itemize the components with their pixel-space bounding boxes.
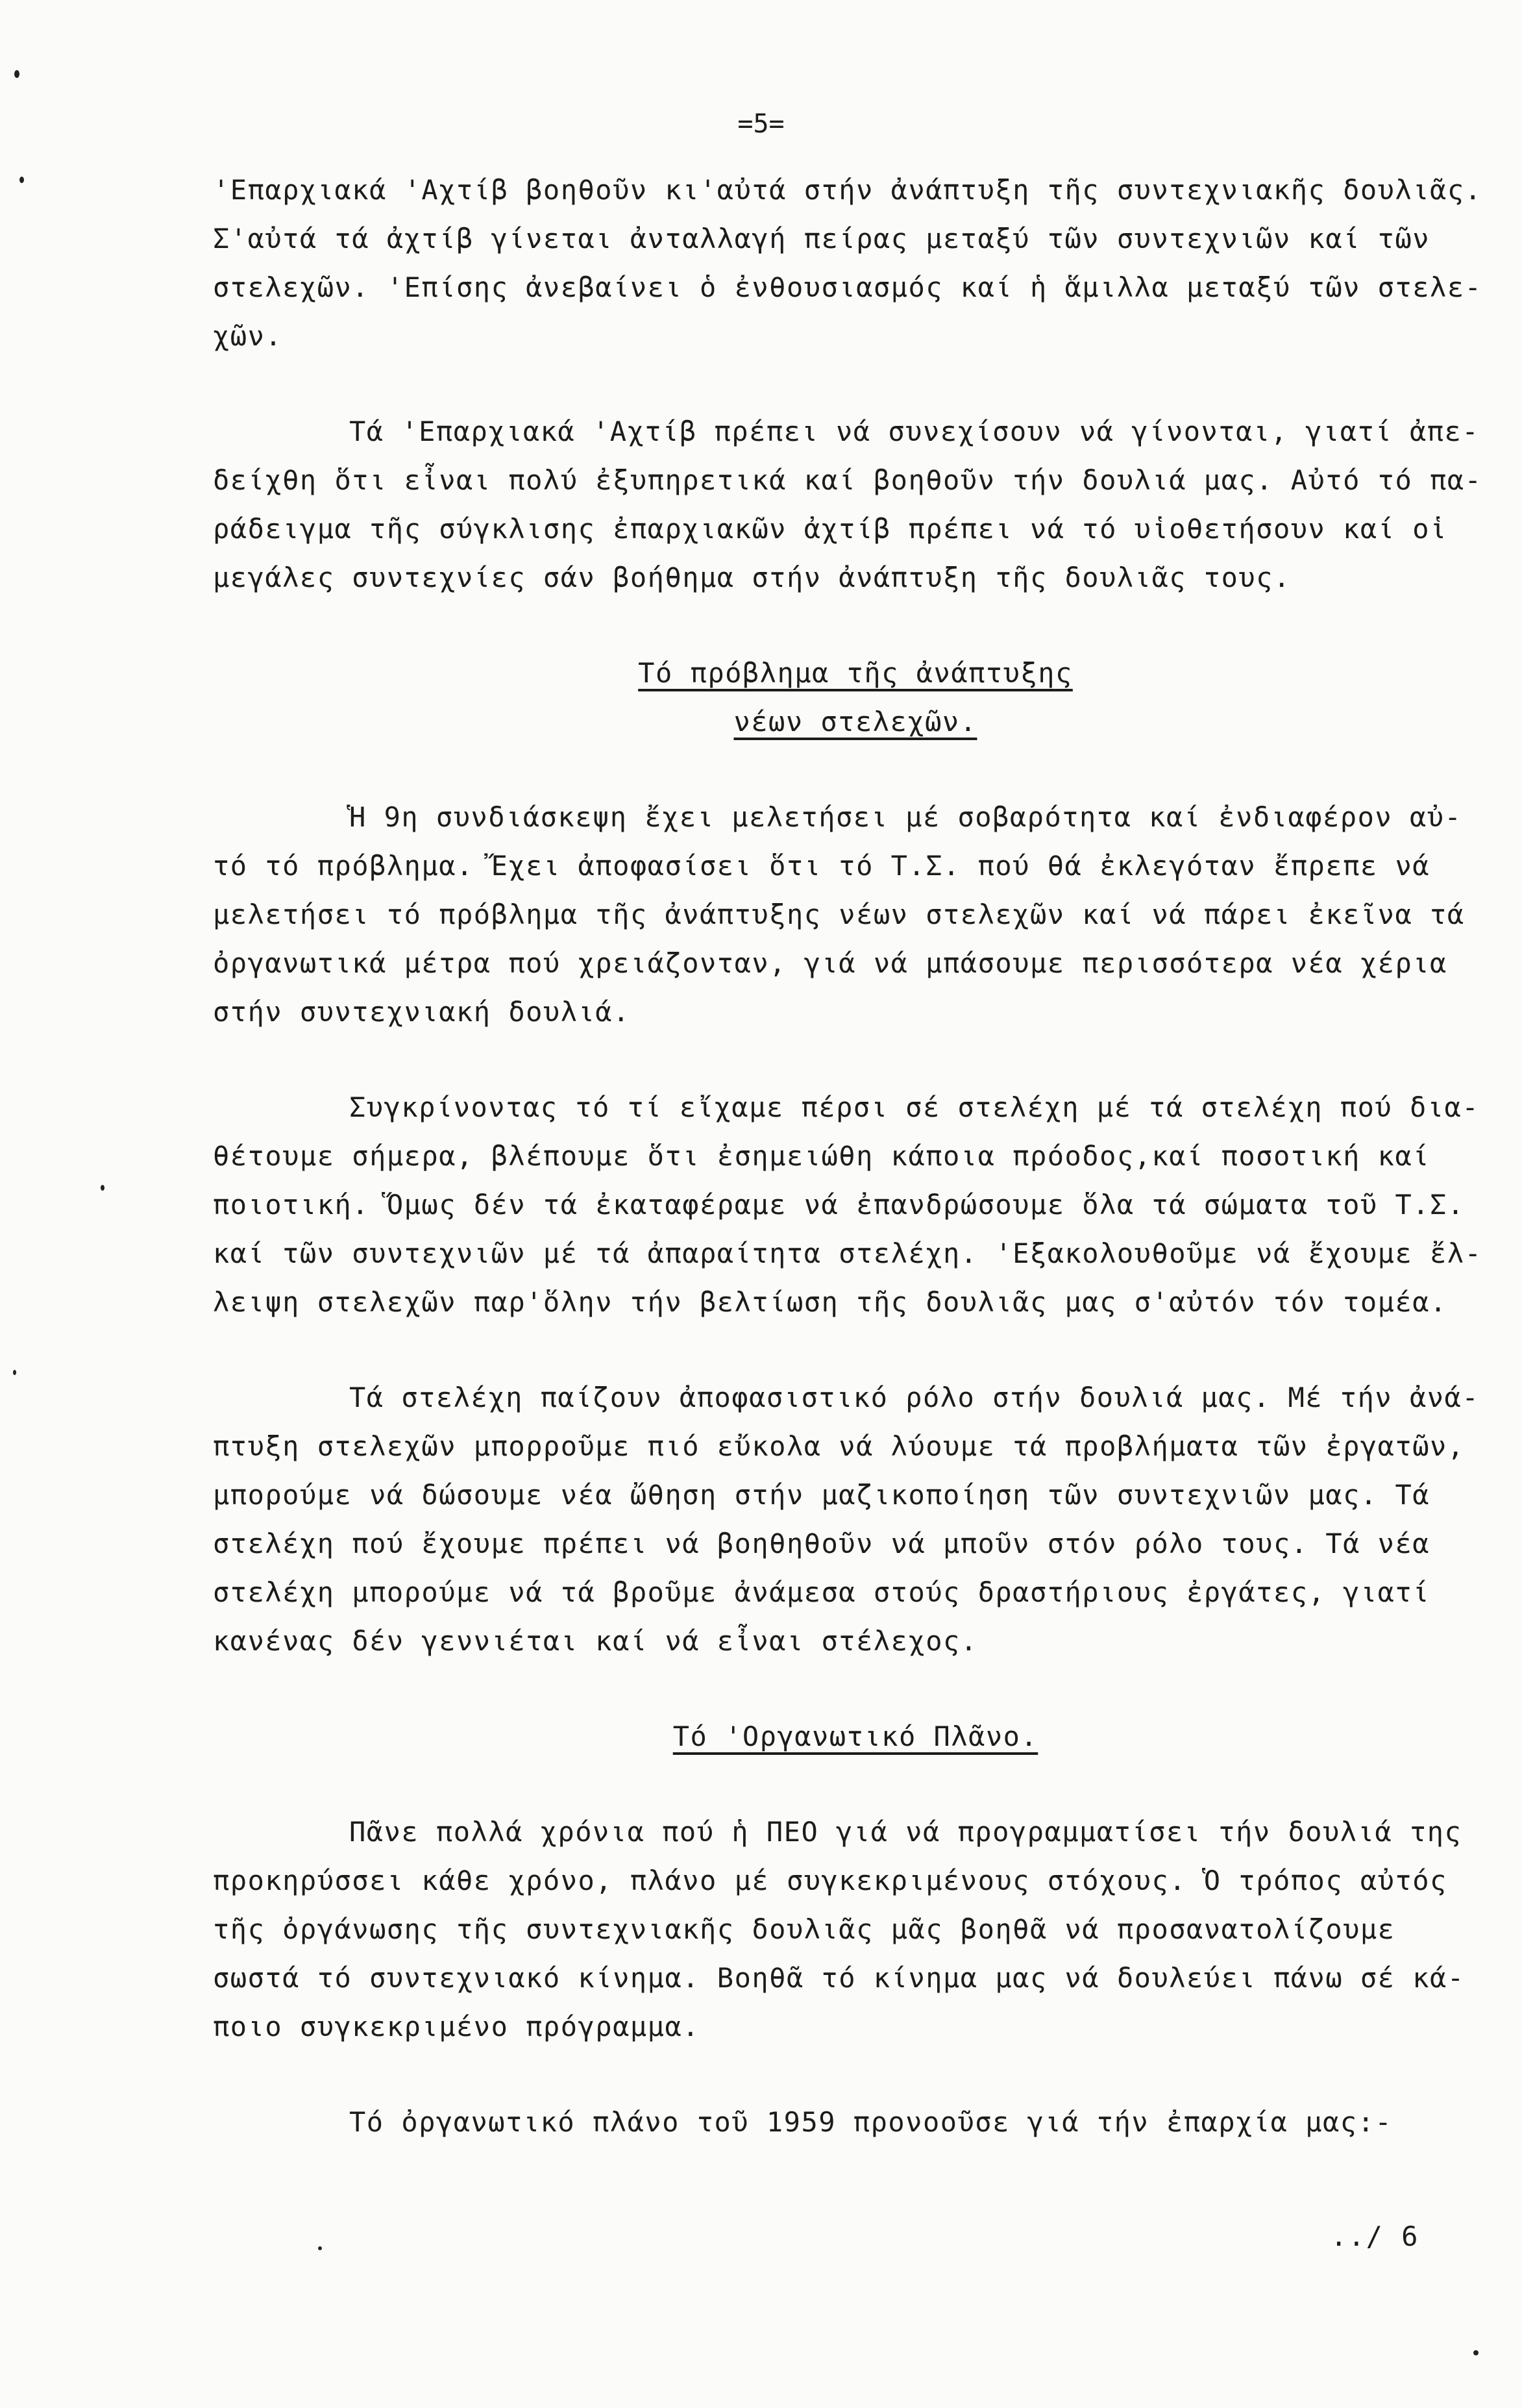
- text-line: προκηρύσσει κάθε χρόνο, πλάνο μέ συγκεκριμένους στόχους. Ὁ τρόπος αὐτός: [213, 1865, 1447, 1896]
- text-line: τό τό πρόβλημα. Ἔχει ἀποφασίσει ὅτι τό Τ.Σ. πού θά ἐκλεγόταν ἔπρεπε νά: [213, 850, 1430, 882]
- text-line: πτυξη στελεχῶν μπορροῦμε πιό εὔκολα νά λύουμε τά προβλήματα τῶν ἐργατῶν,: [213, 1430, 1465, 1462]
- text-line: στήν συντεχνιακή δουλιά.: [213, 996, 630, 1028]
- text-line: χῶν.: [213, 320, 283, 352]
- text-line: στελέχη πού ἔχουμε πρέπει νά βοηθηθοῦν νά μποῦν στόν ρόλο τους. Τά νέα: [213, 1528, 1430, 1559]
- text-line: Τά 'Επαρχιακά 'Αχτίβ πρέπει νά συνεχίσουν νά γίνονται, γιατί ἀπε-: [349, 416, 1480, 447]
- text-line: ποιο συγκεκριμένο πρόγραμμα.: [213, 2011, 700, 2042]
- section-heading-organizational-plan: [213, 1712, 1498, 1761]
- text-line: μεγάλες συντεχνίες σάν βοήθημα στήν ἀνάπτυξη τῆς δουλιᾶς τους.: [213, 562, 1291, 593]
- text-line: δείχθη ὅτι εἶναι πολύ ἐξυπηρετικά καί βοηθοῦν τήν δουλιά μας. Αὐτό τό πα-: [213, 464, 1482, 496]
- heading-line: Τό πρόβλημα τῆς ἀνάπτυξης: [638, 657, 1073, 689]
- text-line: Σ'αὐτά τά ἀχτίβ γίνεται ἀνταλλαγή πείρας μεταξύ τῶν συντεχνιῶν καί τῶν: [213, 223, 1430, 254]
- document-body: [213, 166, 1498, 2193]
- text-line: Τό ὀργανωτικό πλάνο τοῦ 1959 προνοοῦσε γιά τήν ἐπαρχία μας:-: [349, 2106, 1393, 2138]
- text-line: Πᾶνε πολλά χρόνια πού ἡ ΠΕΟ γιά νά προγραμματίσει τήν δουλιά της: [349, 1816, 1462, 1848]
- text-line: Συγκρίνοντας τό τί εἴχαμε πέρσι σέ στελέχη μέ τά στελέχη πού δια-: [349, 1091, 1480, 1123]
- text-line: τῆς ὀργάνωσης τῆς συντεχνιακῆς δουλιᾶς μᾶς βοηθᾶ νά προσανατολίζουμε: [213, 1913, 1395, 1945]
- paragraph-3: [213, 793, 1498, 1036]
- paragraph-7: [213, 2098, 1498, 2146]
- text-line: στελεχῶν. 'Επίσης ἀνεβαίνει ὁ ἐνθουσιασμός καί ἡ ἅμιλλα μεταξύ τῶν στελε-: [213, 271, 1482, 303]
- text-line: ποιοτική. Ὅμως δέν τά ἐκαταφέραμε νά ἐπανδρώσουμε ὅλα τά σώματα τοῦ Τ.Σ.: [213, 1189, 1465, 1221]
- text-line: σωστά τό συντεχνιακό κίνημα. Βοηθᾶ τό κίνημα μας νά δουλεύει πάνω σέ κά-: [213, 1962, 1465, 1994]
- text-line: Τά στελέχη παίζουν ἀποφασιστικό ρόλο στήν δουλιά μας. Μέ τήν ἀνά-: [349, 1382, 1480, 1413]
- paragraph-1: [213, 166, 1498, 360]
- text-line: μελετήσει τό πρόβλημα τῆς ἀνάπτυξης νέων στελεχῶν καί νά πάρει ἐκεῖνα τά: [213, 899, 1465, 930]
- section-heading-new-cadres: [213, 649, 1498, 746]
- scan-speck: [318, 2246, 322, 2250]
- text-line: μπορούμε νά δώσουμε νέα ὤθηση στήν μαζικοποίηση τῶν συντεχνιῶν μας. Τά: [213, 1479, 1430, 1511]
- continuation-marker: ../ 6: [1331, 2220, 1419, 2252]
- scan-speck: [101, 1185, 104, 1191]
- paragraph-2: [213, 407, 1498, 602]
- text-line: Ἡ 9η συνδιάσκεψη ἔχει μελετήσει μέ σοβαρότητα καί ἐνδιαφέρον αὐ-: [349, 801, 1462, 833]
- text-line: ὀργανωτικά μέτρα πού χρειάζονταν, γιά νά μπάσουμε περισσότερα νέα χέρια: [213, 947, 1447, 979]
- scan-speck: [19, 177, 24, 183]
- paragraph-6: [213, 1807, 1498, 2051]
- text-line: κανένας δέν γεννιέται καί νά εἶναι στέλεχος.: [213, 1625, 978, 1657]
- scan-speck: [1473, 2350, 1479, 2355]
- paragraph-5: [213, 1373, 1498, 1665]
- text-line: στελέχη μπορούμε νά τά βροῦμε ἀνάμεσα στούς δραστήριους ἐργάτες, γιατί: [213, 1576, 1430, 1608]
- text-line: θέτουμε σήμερα, βλέπουμε ὅτι ἐσημειώθη κάποια πρόοδος,καί ποσοτική καί: [213, 1140, 1430, 1172]
- heading-line: Τό 'Οργανωτικό Πλᾶνο.: [672, 1720, 1038, 1752]
- heading-line: νέων στελεχῶν.: [733, 706, 977, 738]
- paragraph-4: [213, 1083, 1498, 1326]
- text-line: καί τῶν συντεχνιῶν μέ τά ἀπαραίτητα στελέχη. 'Εξακολουθοῦμε νά ἔχουμε ἔλ-: [213, 1237, 1482, 1269]
- scan-speck: [14, 70, 19, 78]
- text-line: 'Επαρχιακά 'Αχτίβ βοηθοῦν κι'αὐτά στήν ἀνάπτυξη τῆς συντεχνιακῆς δουλιᾶς.: [213, 174, 1482, 206]
- text-line: λειψη στελεχῶν παρ'ὅλην τήν βελτίωση τῆς δουλιᾶς μας σ'αὐτόν τόν τομέα.: [213, 1286, 1447, 1318]
- page-number: =5=: [737, 109, 785, 139]
- text-line: ράδειγμα τῆς σύγκλισης ἐπαρχιακῶν ἀχτίβ πρέπει νά τό υἱοθετήσουν καί οἱ: [213, 513, 1447, 545]
- scan-speck: [13, 1370, 16, 1375]
